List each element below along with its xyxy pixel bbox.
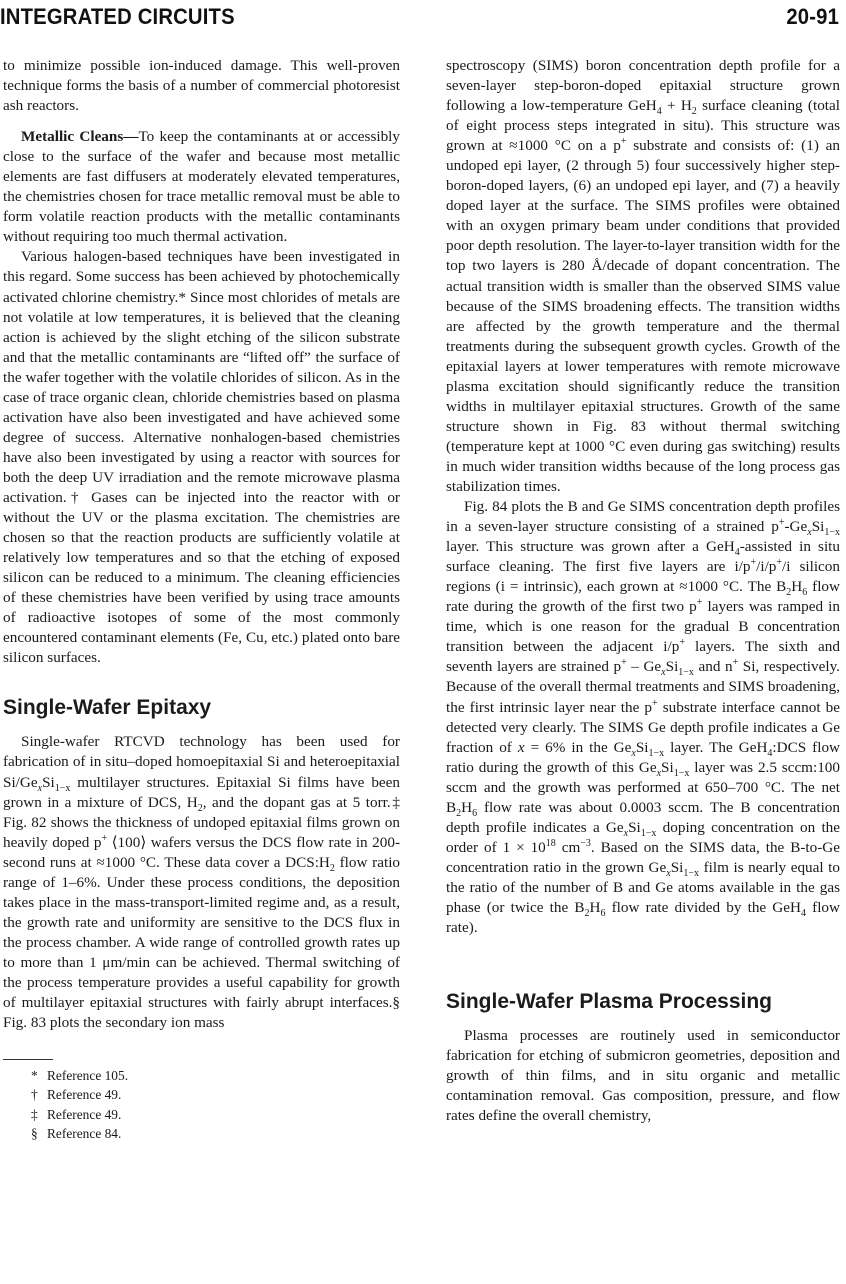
footnote: § Reference 84. <box>31 1126 122 1141</box>
footnote: * Reference 105. <box>31 1068 129 1084</box>
paragraph-plasma: Plasma processes are routinely used in semiconductor fabrication for etching of submicron geometries, deposition and growth of thin films, and in situ organic and metallic contamination removal. Gas composition, pressure, and flow rates define the overall chemistry, <box>446 1027 840 1125</box>
footnote: ‡ Reference 49. <box>31 1106 122 1122</box>
right-column <box>446 56 840 1126</box>
running-head <box>0 4 840 32</box>
paragraph-continued: to minimize possible ion-induced damage. This well-proven technique forms the basis of a number of commercial photoresist ash reactors. <box>3 57 400 115</box>
footnotes <box>3 1066 400 1143</box>
section-heading-plasma-processing: Single-Wafer Plasma Processing <box>446 990 773 1014</box>
paragraph-fig84: Fig. 84 plots the B and Ge SIMS concentration depth profiles in a seven-layer structure consisting of a strained $p^+-Ge_xSi_{1-x}$ layer. This structure was grown after a GeH$_4$-assisted in situ surface cleaning. The first five layers are i/p+/i/p+/i silicon regions (i = intrinsic), each grown at ≈1000 °C. The $B_2H_6$ flow rate during the growth of the first two p+ layers was ramped in time, which is one reason for the gradual B concentration transition between the adjacent i/p+ layers. The sixth and seventh layers are strained $p^+ - Ge_xSi_{1-x}$ and n+ Si, respectively. Because of the overall thermal treatments and SIMS broadening, the first intrinsic layer near the p+ substrate interface cannot be detected very clearly. The SIMS Ge depth profile indicates a Ge fraction of x = 6% in the $Ge_xSi_{1-x}$ layer. The GeH$_4$:DCS flow ratio during the growth of this $Ge_xSi_{1-x}$ layer was 2.5 sccm:100 sccm and the growth was performed at 650–700 °C. The net $B_2H_6$ flow rate was about 0.0003 sccm. The B concentration depth profile indicates a $Ge_xSi_{1-x}$ doping concentration on the order of $1 \times 10^{18}$ $cm^{-3}$. Based on the SIMS data, the B-to-Ge concentration ratio in the grown $Ge_xSi_{1-x}$ film is nearly equal to the ratio of the number of B and Ge atoms available in the gas phase (or twice the $B_2H_6$ flow rate divided by the GeH$_4$ flow rate). <box>446 498 841 937</box>
paragraph-rtcvd: Single-wafer RTCVD technology has been used for fabrication of in situ–doped homoepitaxial Si and heteroepitaxial $Si/Ge_xSi_{1-x}$ multilayer structures. Epitaxial Si films have been grown in a mixture of DCS, $H_2$, and the dopant gas at 5 torr.‡ Fig. 82 shows the thickness of undoped epitaxial films grown on heavily doped p+ ⟨100⟩ wafers versus the DCS flow rate in 200-second runs at ≈1000 °C. These data cover a $DCS:H_2$ flow ratio range of 1–6%. Under these process conditions, the deposition takes place in the mass-transport-limited regime and, as a result, the growth rate and uniformity are sensitive to the DCS flux in the process chamber. A wide range of controlled growth rates up to more than 1 μm/min can be achieved. Thermal switching of the process temperature provides a useful capability for growth of multilayer epitaxial structures with fairly abrupt interfaces.§ Fig. 83 plots the secondary ion mass <box>3 733 401 1032</box>
run-in-heading-metallic-cleans: Metallic Cleans— <box>21 128 139 146</box>
paragraph-sims-continued: spectroscopy (SIMS) boron concentration depth profile for a seven-layer step-boron-doped epitaxial structure grown following a low-temperature $GeH_4 + H_2$ surface cleaning (total of eight process steps integrated in situ). This structure was grown at ≈1000 °C on a p+ substrate and consists of: (1) an undoped epi layer, (2 through 5) four successively higher step-boron-doped layers, (6) an undoped epi layer, and (7) a heavily doped layer at the surface. The SIMS profiles were obtained with an oxygen primary beam under conditions that provided poor depth resolution. The layer-to-layer transition width for the top two layers is 280 Å/decade of dopant concentration. The actual transition width is smaller than the observed SIMS value because of the SIMS broadening effects. The transition widths are affected by the growth temperature and the thermal treatments during the subsequent growth cycles. Growth of the epitaxial layers at lower temperatures with remote microwave plasma excitation should significantly reduce the transition widths in multilayer epitaxial structures. Growth of the same structure shown in Fig. 83 without thermal switching (temperature kept at 1000 °C even during gas switching) results in much wider transition widths because of the long process gas stabilization times. <box>446 57 840 495</box>
footnote: † Reference 49. <box>31 1087 122 1103</box>
paragraph-metallic-cleans: Metallic Cleans—To keep the contaminants at or accessibly close to the surface of the wafer and because most metallic elements are fast diffusers at moderately elevated temperatures, the chemistries chosen for trace metallic removal must be able to form volatile reaction products with the metallic contaminants without requiring too much thermal activation. <box>3 128 400 246</box>
section-heading-epitaxy: Single-Wafer Epitaxy <box>3 696 212 720</box>
page-number: 20-91 <box>786 4 840 29</box>
paragraph-halogen: Various halogen-based techniques have been investigated in this regard. Some success has been achieved by photochemically activated chlorine chemistry.* Since most chlorides of metals are not volatile at low temperatures, it is believed that the cleaning action is achieved by the slight etching of the silicon substrate and that the metallic contaminants are “lifted off” the surface of the wafer together with the volatile chlorides of silicon. As in the case of trace organic clean, chloride chemistries based on plasma activation have also been investigated and have achieved some degree of success. Alternative nonhalogen-based chemistries have also been investigated by using a reactor with sources for both the deep UV irradiation and the remote microwave plasma activation.† Gases can be injected into the reactor with or without the UV or the plasma excitation. The chemistries are chosen so that the reaction products are sufficiently volatile at relatively low temperatures and so that the etching of exposed silicon can be reduced to a minimum. The cleaning efficiencies of these chemistries have been verified by using trace amounts of radioactive isotopes of some of the most commonly encountered contaminant elements (Fe, Cu, etc.) plated onto bare silicon surfaces. <box>3 248 400 667</box>
footnote-rule <box>3 1059 53 1060</box>
running-head-title: INTEGRATED CIRCUITS <box>0 4 235 29</box>
left-column <box>3 56 400 1143</box>
